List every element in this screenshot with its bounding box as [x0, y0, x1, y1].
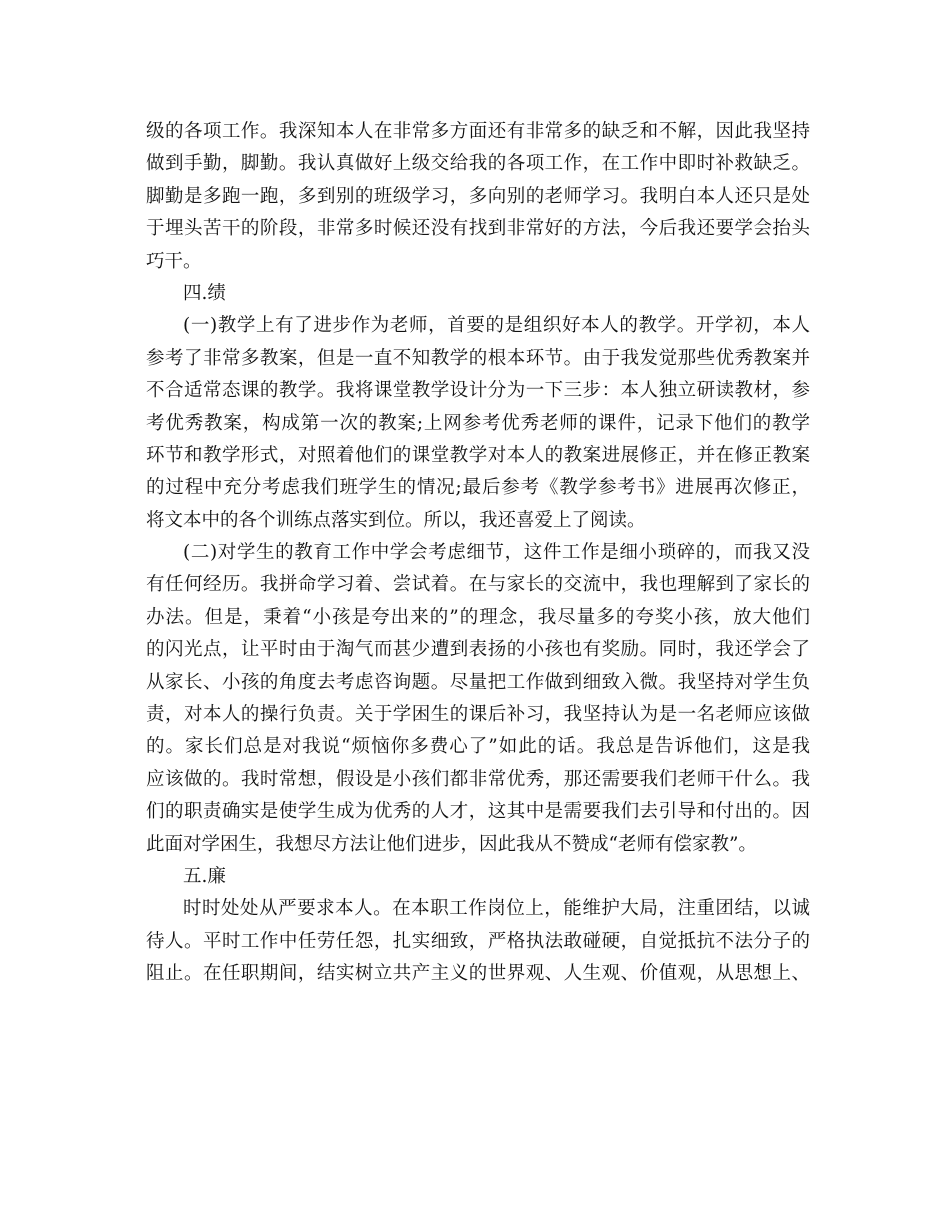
text-line: (二)对学生的教育工作中学会考虑细节，这件工作是细小琐碎的，而我又没 — [183, 542, 810, 564]
text-line: 时时处处从严要求本人。在本职工作岗位上，能维护大局，注重团结，以诚 — [183, 898, 810, 920]
text-line: 此面对学困生，我想尽方法让他们进步，因此我从不赞成“老师有偿家教”。 — [146, 833, 757, 855]
text-line: 的过程中充分考虑我们班学生的情况;最后参考《教学参考书》进展再次修正， — [146, 477, 810, 499]
text-line: 四.绩 — [183, 282, 226, 304]
text-line: 阻止。在任职期间，结实树立共产主义的世界观、人生观、价值观，从思想上、 — [146, 963, 810, 985]
text-line: 们的职责确实是使学生成为优秀的人才，这其中是需要我们去引导和付出的。因 — [146, 801, 810, 823]
text-line: (一)教学上有了进步作为老师，首要的是组织好本人的教学。开学初，本人 — [183, 315, 810, 337]
text-line: 从家长、小孩的角度去考虑咨询题。尽量把工作做到细致入微。我坚持对学生负 — [146, 671, 810, 693]
text-line: 于埋头苦干的阶段，非常多时候还没有找到非常好的方法，今后我还要学会抬头 — [146, 218, 810, 240]
text-line: 脚勤是多跑一跑，多到别的班级学习，多向别的老师学习。我明白本人还只是处 — [146, 185, 810, 207]
text-line: 待人。平时工作中任劳任怨，扎实细致，严格执法敢碰硬，自觉抵抗不法分子的 — [146, 930, 810, 952]
text-line: 级的各项工作。我深知本人在非常多方面还有非常多的缺乏和不解，因此我坚持 — [146, 121, 810, 142]
text-line: 责，对本人的操行负责。关于学困生的课后补习，我坚持认为是一名老师应该做 — [146, 704, 810, 726]
text-line: 有任何经历。我拼命学习着、尝试着。在与家长的交流中，我也理解到了家长的 — [146, 574, 810, 596]
text-line: 应该做的。我时常想，假设是小孩们都非常优秀，那还需要我们老师干什么。我 — [146, 768, 810, 790]
text-line: 考优秀教案，构成第一次的教案;上网参考优秀老师的课件，记录下他们的教学 — [146, 412, 810, 434]
text-line: 将文本中的各个训练点落实到位。所以，我还喜爱上了阅读。 — [146, 509, 646, 531]
text-line: 办法。但是，秉着“小孩是夸出来的”的理念，我尽量多的夸奖小孩，放大他们 — [146, 606, 810, 628]
text-line: 环节和教学形式，对照着他们的课堂教学对本人的教案进展修正，并在修正教案 — [146, 444, 810, 466]
text-line: 巧干。 — [146, 250, 202, 272]
text-line: 做到手勤，脚勤。我认真做好上级交给我的各项工作，在工作中即时补救缺乏。 — [146, 153, 810, 175]
text-line: 不合适常态课的教学。我将课堂教学设计分为一下三步：本人独立研读教材，参 — [146, 380, 810, 402]
text-line: 五.廉 — [183, 865, 226, 887]
text-line: 参考了非常多教案，但是一直不知教学的根本环节。由于我发觉那些优秀教案并 — [146, 347, 810, 369]
text-line: 的。家长们总是对我说“烦恼你多费心了”如此的话。我总是告诉他们，这是我 — [146, 736, 810, 758]
document-body — [146, 116, 810, 991]
text-line: 的闪光点，让平时由于淘气而甚少遭到表扬的小孩也有奖励。同时，我还学会了 — [146, 639, 810, 661]
